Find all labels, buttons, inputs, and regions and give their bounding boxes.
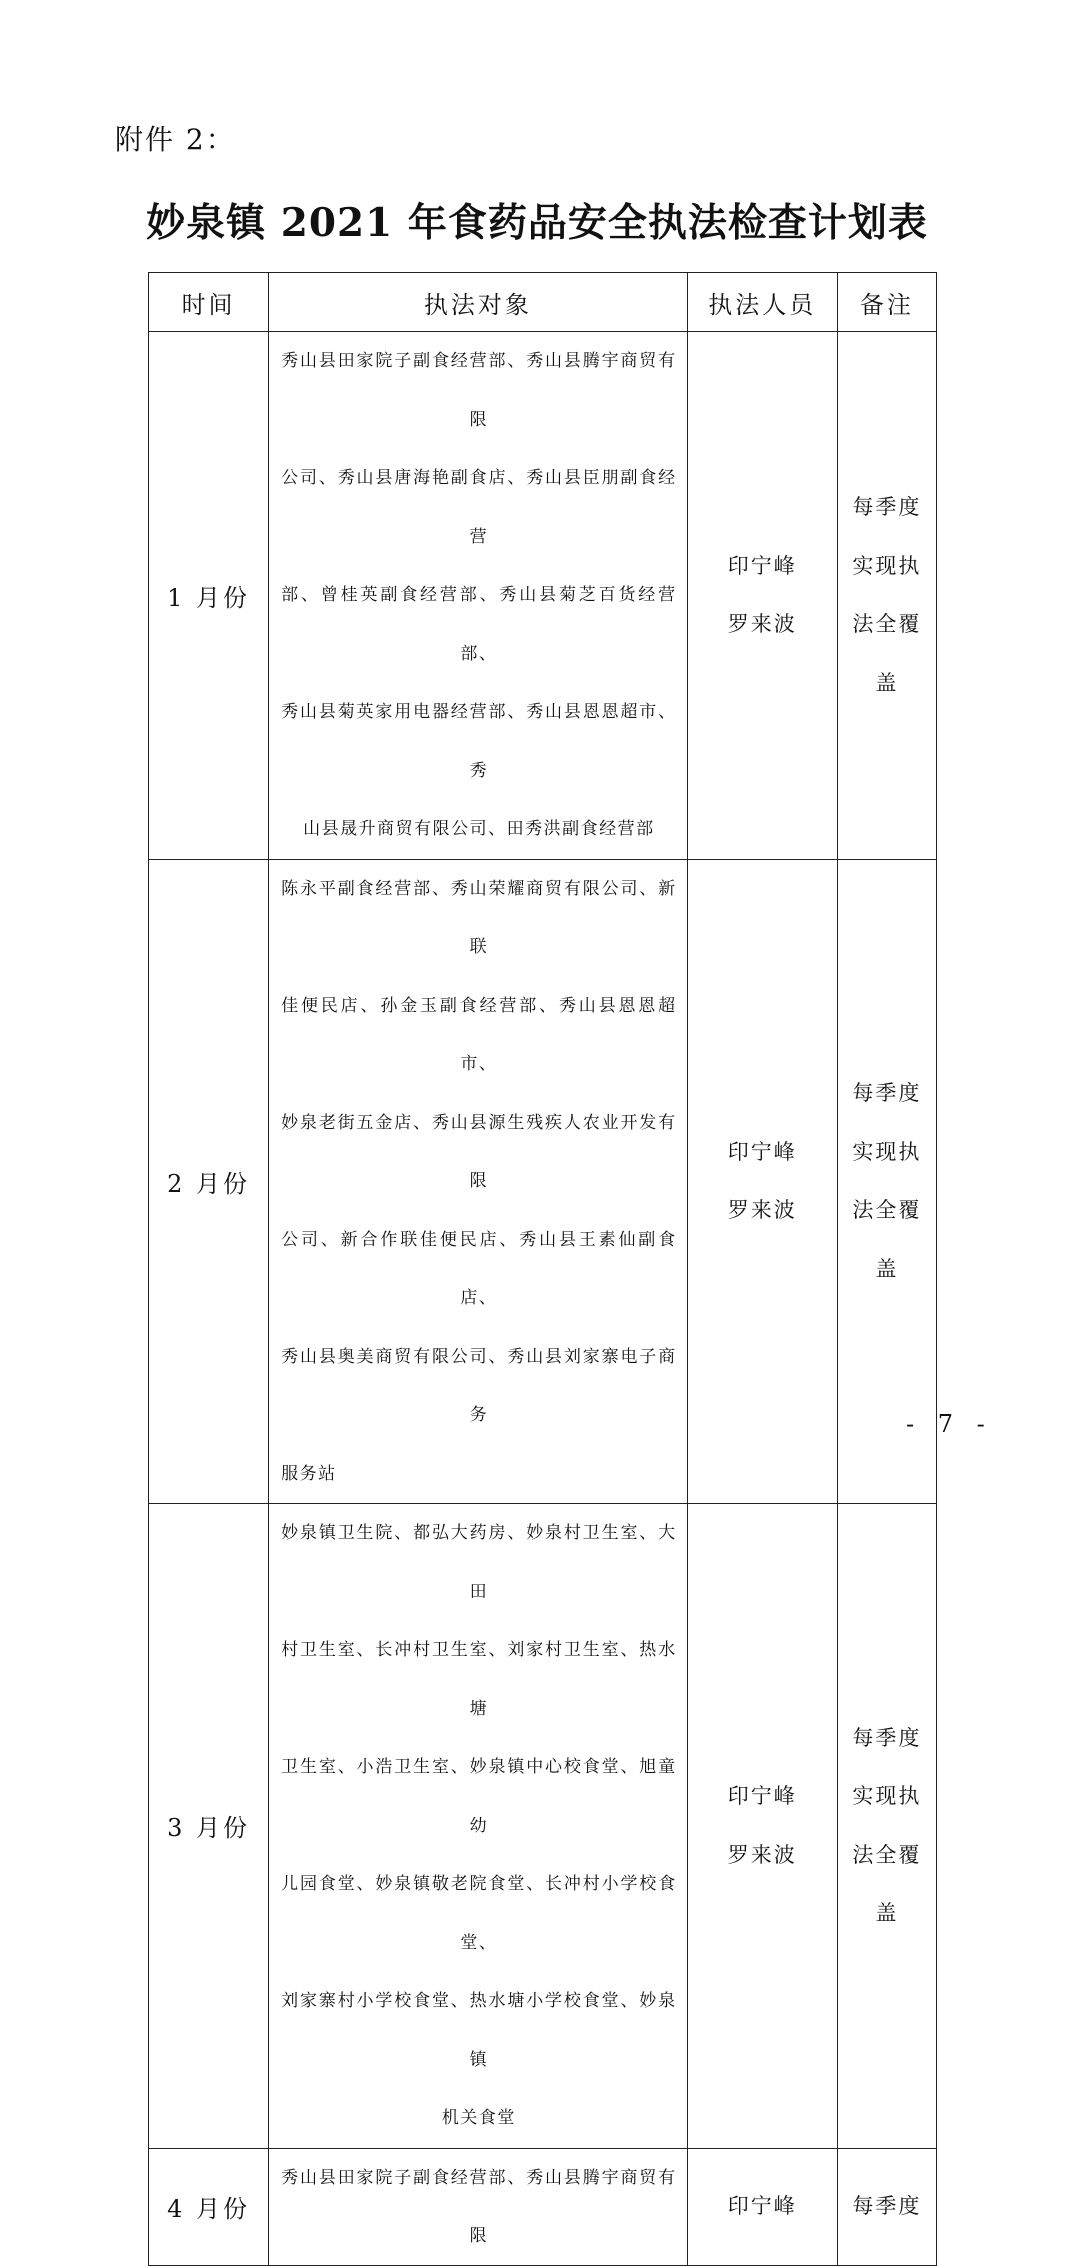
note-line: 盖 [875, 1256, 899, 1281]
cell-staff [687, 2148, 837, 2265]
cell-note [837, 2148, 936, 2265]
objects-line: 秀山县菊英家用电器经营部、秀山县恩恩超市、秀 [281, 702, 677, 781]
header-objects: 执法对象 [269, 273, 688, 332]
table-row [149, 2148, 937, 2265]
cell-objects [269, 2148, 688, 2265]
staff-name: 印宁峰 [727, 1784, 797, 1809]
objects-line: 服务站 [281, 1463, 337, 1484]
note-line: 实现执 [852, 1784, 922, 1809]
objects-line: 公司、秀山县唐海艳副食店、秀山县臣朋副食经营 [281, 468, 677, 547]
cell-staff [687, 332, 837, 860]
header-staff: 执法人员 [687, 273, 837, 332]
cell-time: 1 月份 [149, 332, 269, 860]
staff-name: 印宁峰 [727, 553, 797, 578]
objects-line: 陈永平副食经营部、秀山荣耀商贸有限公司、新联 [281, 878, 677, 957]
inspection-plan-table [148, 272, 937, 2266]
header-note: 备注 [837, 273, 936, 332]
staff-name: 罗来波 [727, 1198, 797, 1223]
objects-line: 秀山县田家院子副食经营部、秀山县腾宇商贸有限 [281, 2167, 677, 2246]
table-row [149, 332, 937, 860]
cell-note [837, 332, 936, 860]
cell-staff [687, 1504, 837, 2149]
objects-line: 公司、新合作联佳便民店、秀山县王素仙副食店、 [281, 1229, 677, 1308]
cell-objects [269, 859, 688, 1504]
note-line: 每季度 [852, 1081, 922, 1106]
cell-note [837, 1504, 936, 2149]
note-line: 每季度 [852, 495, 922, 520]
note-line: 每季度 [852, 2194, 922, 2219]
cell-objects [269, 1504, 688, 2149]
objects-line: 妙泉老街五金店、秀山县源生残疾人农业开发有限 [281, 1112, 677, 1191]
objects-line: 秀山县田家院子副食经营部、秀山县腾宇商贸有限 [281, 351, 677, 430]
staff-name: 罗来波 [727, 1842, 797, 1867]
document-title: 妙泉镇 2021 年食药品安全执法检查计划表 [146, 200, 928, 246]
page-number: - 7 - [906, 1410, 993, 1438]
note-line: 实现执 [852, 1139, 922, 1164]
staff-name: 印宁峰 [727, 2194, 797, 2219]
cell-objects [269, 332, 688, 860]
objects-line: 部、曾桂英副食经营部、秀山县菊芝百货经营部、 [281, 585, 677, 664]
objects-line: 妙泉镇卫生院、都弘大药房、妙泉村卫生室、大田 [281, 1523, 677, 1602]
objects-line: 机关食堂 [441, 2108, 516, 2128]
cell-staff [687, 859, 837, 1504]
cell-time: 4 月份 [149, 2148, 269, 2265]
header-time: 时间 [149, 273, 269, 332]
note-line: 法全覆 [852, 612, 922, 637]
cell-time: 2 月份 [149, 859, 269, 1504]
objects-line: 儿园食堂、妙泉镇敬老院食堂、长冲村小学校食堂、 [281, 1874, 677, 1953]
note-line: 每季度 [852, 1725, 922, 1750]
staff-name: 罗来波 [727, 612, 797, 637]
staff-name: 印宁峰 [727, 1139, 797, 1164]
objects-line: 佳便民店、孙金玉副食经营部、秀山县恩恩超市、 [281, 995, 677, 1074]
cell-note [837, 859, 936, 1504]
table-row [149, 1504, 937, 2149]
attachment-label: 附件 2： [115, 123, 236, 156]
objects-line: 秀山县奥美商贸有限公司、秀山县刘家寨电子商务 [281, 1346, 677, 1425]
objects-line: 村卫生室、长冲村卫生室、刘家村卫生室、热水塘 [281, 1640, 677, 1719]
note-line: 法全覆 [852, 1198, 922, 1223]
note-line: 法全覆 [852, 1842, 922, 1867]
cell-time: 3 月份 [149, 1504, 269, 2149]
table-header-row [149, 273, 937, 332]
note-line: 实现执 [852, 553, 922, 578]
note-line: 盖 [875, 1901, 899, 1926]
objects-line: 山县晟升商贸有限公司、田秀洪副食经营部 [303, 819, 655, 839]
table-row [149, 859, 937, 1504]
objects-line: 刘家寨村小学校食堂、热水塘小学校食堂、妙泉镇 [281, 1991, 677, 2070]
note-line: 盖 [875, 670, 899, 695]
objects-line: 卫生室、小浩卫生室、妙泉镇中心校食堂、旭童幼 [281, 1757, 677, 1836]
